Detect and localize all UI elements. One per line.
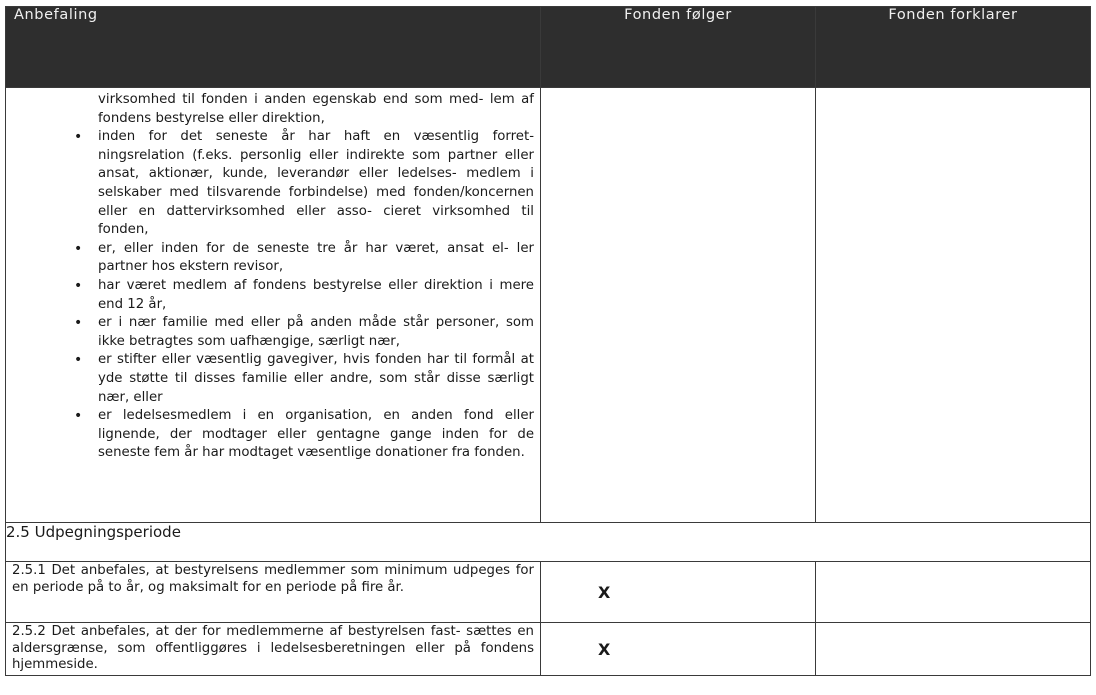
header-recommendation: Anbefaling (6, 7, 541, 88)
list-item: • er i nær familie med eller på anden måde står personer, som ikke betragtes som uafhængige, særligt nær, (74, 315, 534, 349)
governance-table-page (5, 6, 1090, 691)
explains-cell-2-5-1 (816, 562, 1091, 623)
bullet-icon: • (74, 277, 83, 294)
bullet-icon: • (74, 352, 83, 369)
list-item: • har været medlem af fondens bestyrelse eller direktion i mere end 12 år, (74, 277, 534, 312)
header-foundation-complies: Fonden følger (541, 7, 816, 88)
list-item: • er ledelsesmedlem i en organisation, en anden fond eller lignende, der modtager eller gentagne gange inden for de seneste fem år har modtaget væsentlige donationer fra fonden. (74, 408, 534, 461)
section-row (6, 523, 1091, 562)
table-row-continuation (6, 88, 1091, 523)
section-title: 2.5 Udpegningsperiode (6, 523, 1091, 562)
continuation-explains-cell (816, 88, 1091, 523)
bullet-icon: • (74, 240, 83, 257)
bullet-icon: • (74, 315, 83, 332)
recommendation-text-2-5-1: 2.5.1 Det anbefales, at bestyrelsens medlemmer som minimum udpeges for en periode på to år, og maksimalt for en periode på fire år. (6, 562, 541, 623)
continuation-complies-cell (541, 88, 816, 523)
bullet-icon: • (74, 129, 83, 146)
complies-mark-2-5-1: X (541, 562, 816, 623)
recommendation-text-2-5-2: 2.5.2 Det anbefales, at der for medlemmerne af bestyrelsen fast- sættes en aldersgrænse, som offentliggøres i ledelsesberetningen eller på fondens hjemmeside. (6, 623, 541, 676)
list-item: • er, eller inden for de seneste tre år har været, ansat el- ler partner hos ekstern revisor, (74, 240, 534, 275)
table-row (6, 562, 1091, 623)
complies-mark-2-5-2: X (541, 623, 816, 676)
header-foundation-explains: Fonden forklarer (816, 7, 1091, 88)
recommendations-table (5, 6, 1091, 676)
continuation-lead-text: virksomhed til fonden i anden egenskab end som med- lem af fondens bestyrelse eller direktion, (98, 92, 534, 126)
list-item: • inden for det seneste år har haft en væsentlig forret- ningsrelation (f.eks. personlig eller indirekte som partner eller ansat, aktionær, kunde, leverandør eller ledelses- medlem i selskaber med tilsvarende forbindelse) med fonden/koncernen eller en dattervirksomhed eller asso- cieret virksomhed til fonden, (74, 129, 534, 238)
table-row (6, 623, 1091, 676)
list-item: • er stifter eller væsentlig gavegiver, hvis fonden har til formål at yde støtte til disses familie eller andre, som står disse særligt nær, eller (74, 352, 534, 405)
table-header-row (6, 7, 1091, 88)
bullet-icon: • (74, 408, 83, 425)
explains-cell-2-5-2 (816, 623, 1091, 676)
independence-criteria-list (14, 128, 534, 463)
continuation-text-cell (6, 88, 541, 523)
